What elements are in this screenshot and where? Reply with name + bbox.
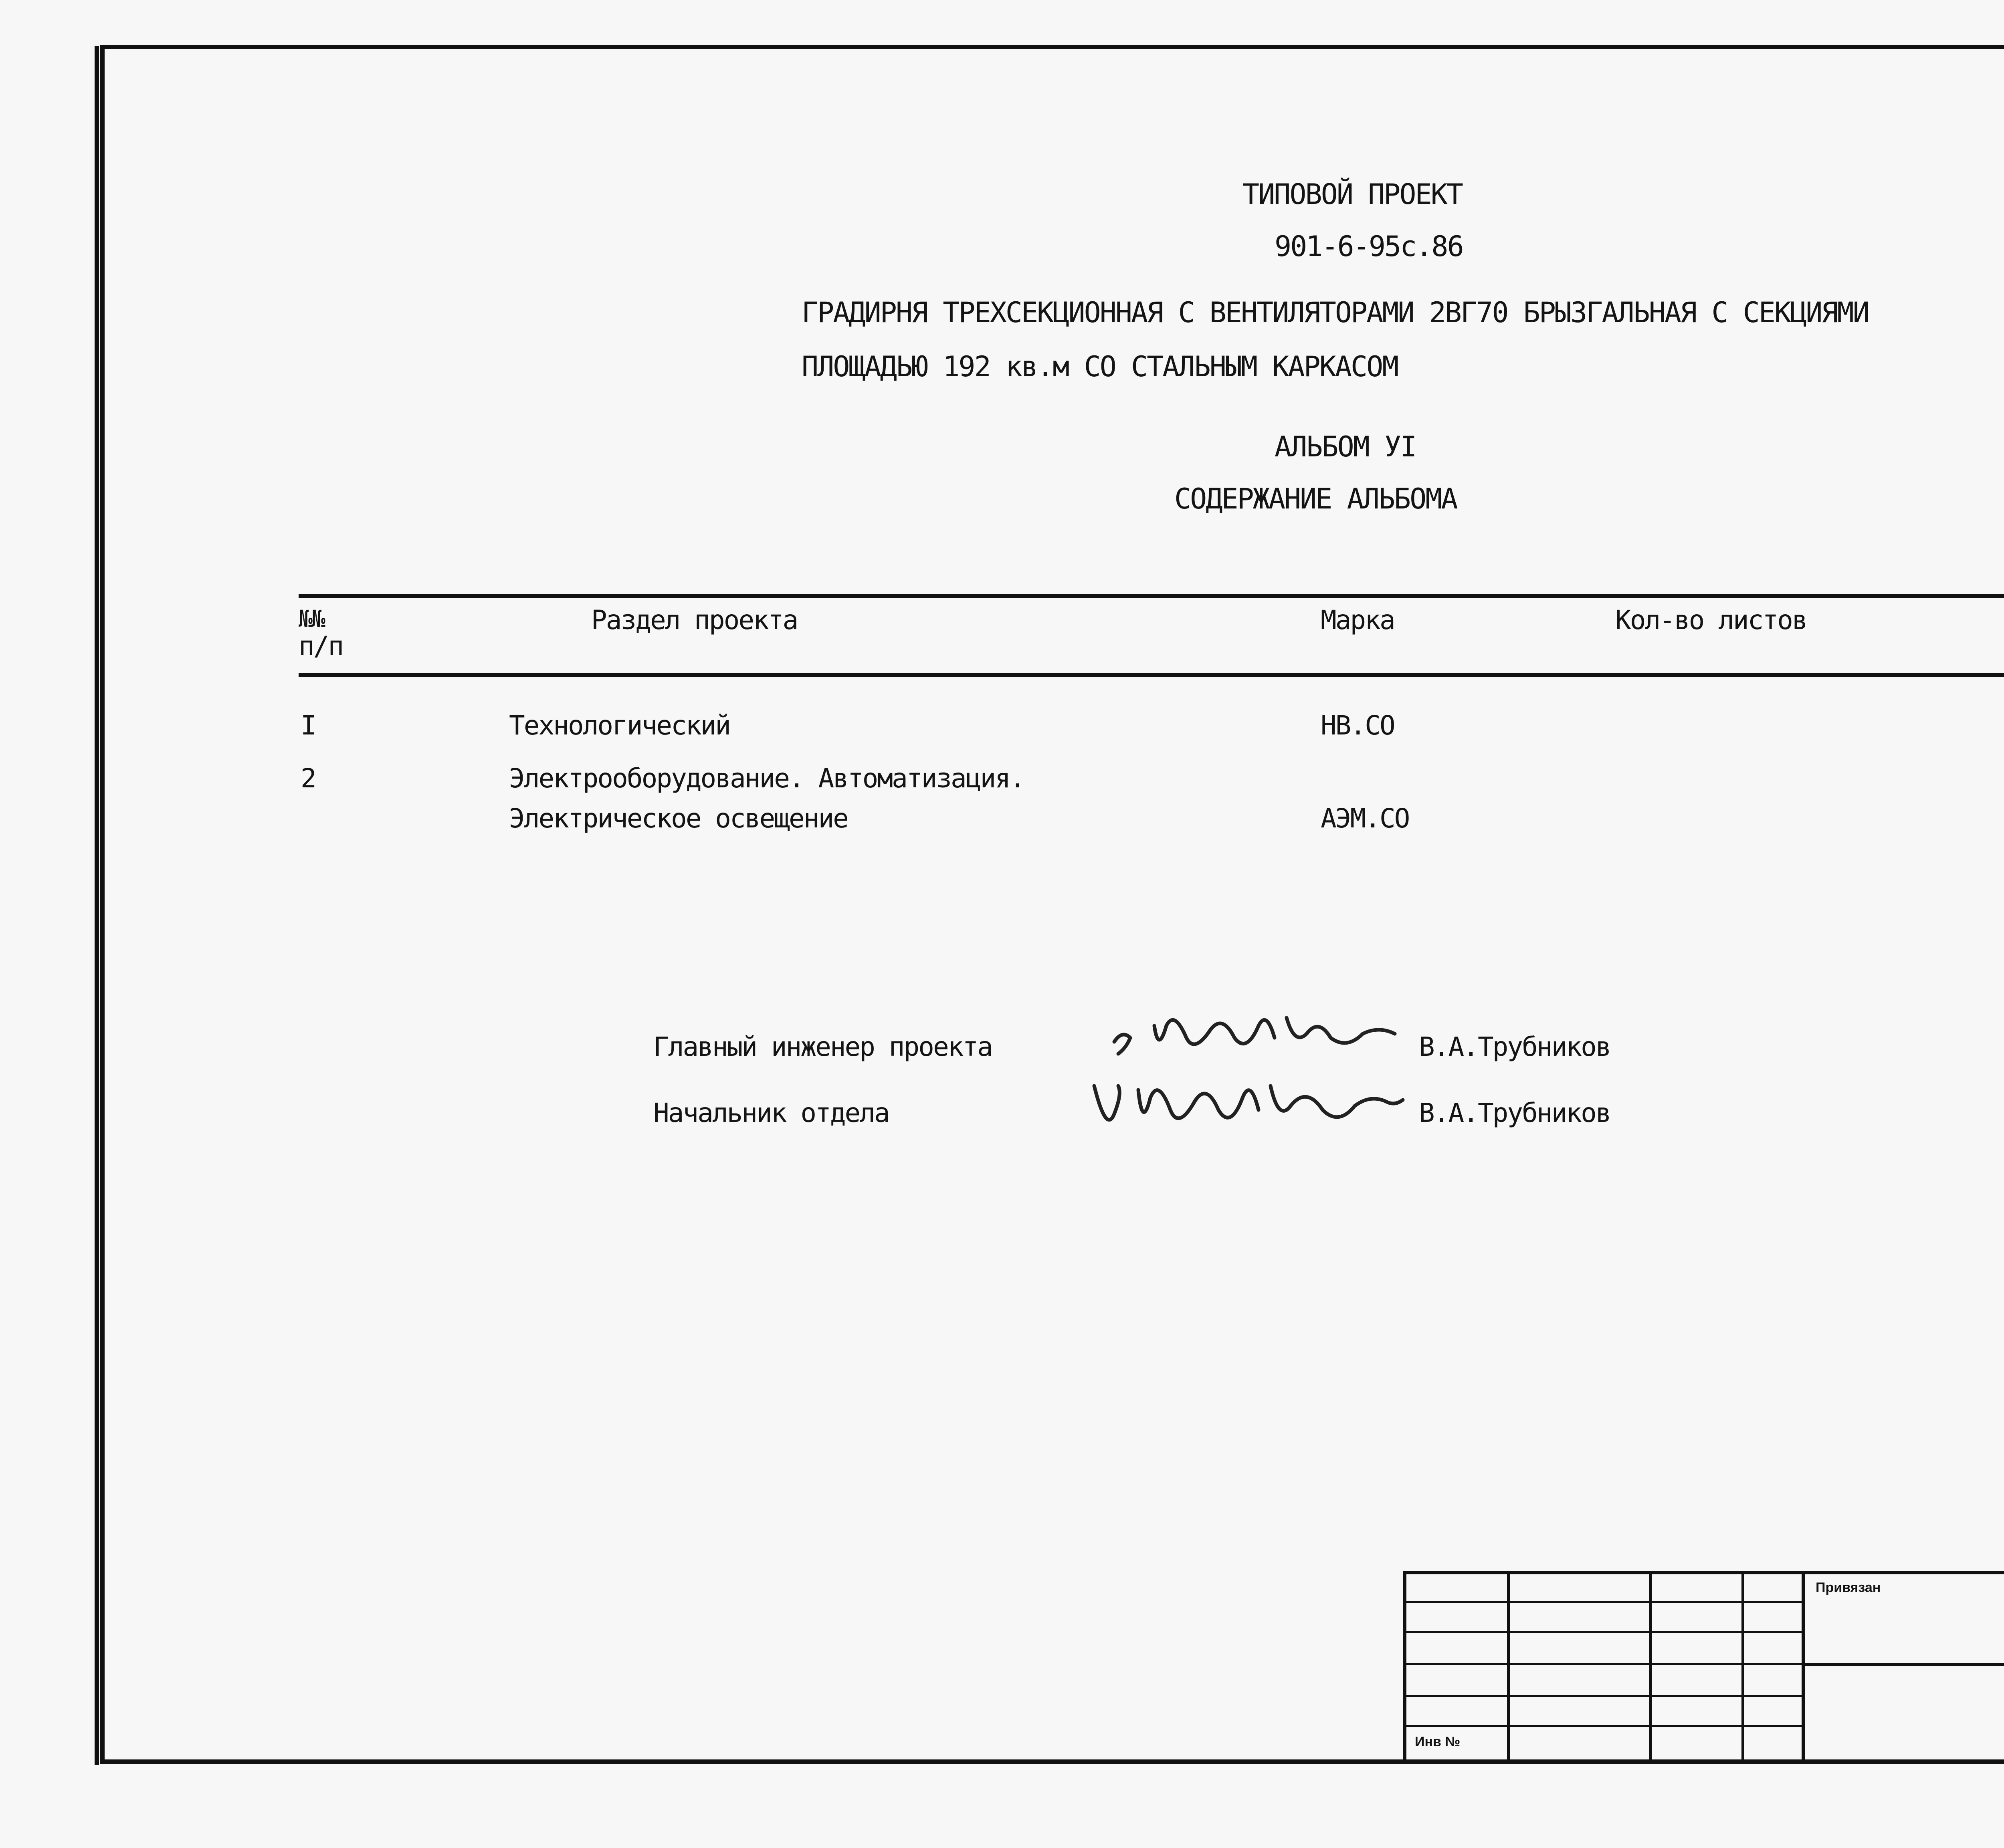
row-section: Технологический <box>509 710 730 741</box>
table-top-rule <box>299 594 2004 598</box>
header-project-title-1: ГРАДИРНЯ ТРЕХСЕКЦИОННАЯ С ВЕНТИЛЯТОРАМИ 2ВГ70 БРЫЗГАЛЬНАЯ С СЕКЦИЯМИ <box>802 296 1869 329</box>
col-sheets: Кол-во листов <box>1615 605 1807 636</box>
stamp-inv-label: Инв № <box>1415 1734 1461 1749</box>
row-mark: НВ.СО <box>1321 710 1394 741</box>
row-section-continued: Электрическое освещение <box>509 803 848 834</box>
handwritten-signature <box>1082 1062 1427 1142</box>
frame-left-edge <box>95 46 99 1765</box>
col-mark: Марка <box>1321 605 1394 636</box>
table-header-rule <box>299 673 2004 677</box>
header-contents: СОДЕРЖАНИЕ АЛЬБОМА <box>1174 482 1457 515</box>
row-num: I <box>301 710 315 741</box>
header-project-type: ТИПОВОЙ ПРОЕКТ <box>1242 178 1463 211</box>
handwritten-signature <box>1106 994 1427 1066</box>
signature-role: Главный инженер проекта <box>653 1031 992 1062</box>
signature-name: В.А.Трубников <box>1419 1098 1610 1128</box>
row-section: Электрооборудование. Автоматизация. <box>509 763 1024 794</box>
row-mark: АЭМ.СО <box>1321 803 1409 834</box>
row-num: 2 <box>301 763 315 794</box>
col-num-line1: №№ <box>299 605 324 632</box>
signature-role: Начальник отдела <box>653 1098 889 1128</box>
stamp-bound-label: Привязан <box>1816 1580 1881 1595</box>
signature-name: В.А.Трубников <box>1419 1031 1610 1062</box>
header-album: АЛЬБОМ УI <box>1275 430 1416 463</box>
header-project-number: 901-6-95с.86 <box>1275 230 1463 263</box>
col-section: Раздел проекта <box>591 605 798 636</box>
header-project-title-2: ПЛОЩАДЬЮ 192 кв.м СО СТАЛЬНЫМ КАРКАСОМ <box>802 350 1398 383</box>
col-num-line2: п/п <box>299 631 343 662</box>
